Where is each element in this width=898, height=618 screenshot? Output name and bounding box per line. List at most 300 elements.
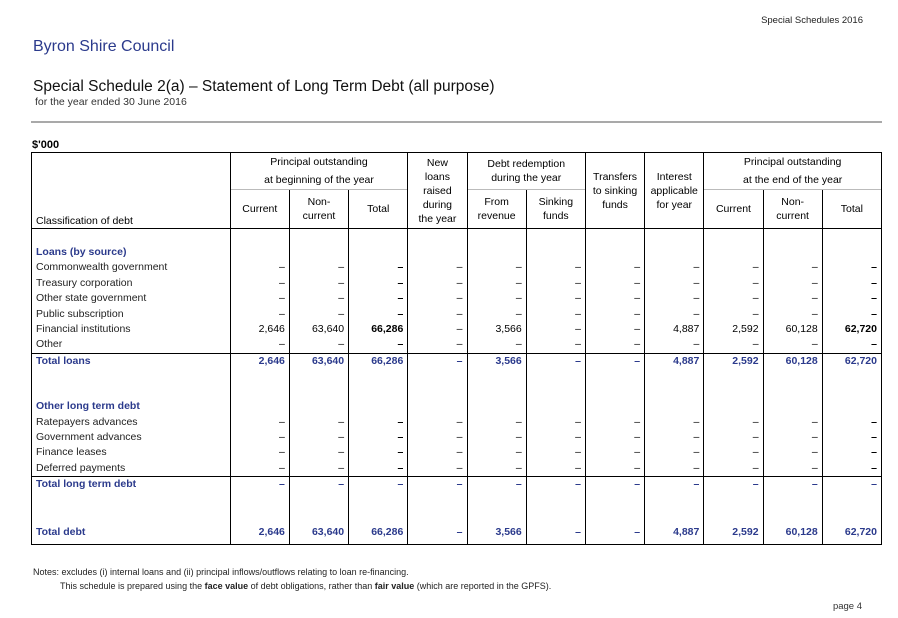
spacer-cell: [645, 493, 704, 508]
value-cell: –: [526, 322, 585, 337]
value-cell: –: [408, 307, 467, 322]
spacer-cell: [822, 369, 881, 384]
empty-cell: [349, 399, 408, 414]
value-cell: –: [585, 445, 644, 460]
value-cell: –: [645, 430, 704, 445]
spacer-cell: [585, 229, 644, 246]
title-divider: [31, 121, 882, 123]
col-new-loans-line2: loans: [424, 170, 450, 183]
spacer-cell: [408, 384, 467, 399]
value-cell: –: [645, 337, 704, 353]
spacer-cell: [32, 369, 231, 384]
value-cell: –: [289, 445, 348, 460]
value-cell: –: [526, 430, 585, 445]
value-cell: –: [467, 291, 526, 306]
row-label: Deferred payments: [32, 461, 231, 477]
value-cell: –: [585, 415, 644, 430]
spacer-cell: [467, 508, 526, 522]
value-cell: 3,566: [467, 322, 526, 337]
col-new-loans: [408, 153, 467, 229]
col-noncurrent-begin-line1: Non-: [307, 196, 331, 208]
value-cell: –: [645, 307, 704, 322]
spacer-cell: [763, 229, 822, 246]
empty-cell: [526, 245, 585, 260]
value-cell: –: [349, 291, 408, 306]
spacer-cell: [763, 369, 822, 384]
value-cell: –: [822, 477, 881, 493]
spacer-cell: [408, 229, 467, 246]
empty-cell: [704, 245, 763, 260]
value-cell: –: [645, 445, 704, 460]
spacer-cell: [526, 493, 585, 508]
value-cell: –: [349, 337, 408, 353]
value-cell: –: [349, 461, 408, 477]
value-cell: –: [645, 260, 704, 275]
value-cell: –: [408, 415, 467, 430]
value-cell: –: [289, 276, 348, 291]
value-cell: –: [230, 276, 289, 291]
value-cell: –: [230, 291, 289, 306]
value-cell: –: [822, 260, 881, 275]
col-current-begin: Current: [230, 190, 289, 229]
value-cell: –: [822, 291, 881, 306]
col-interest-line3: for year: [656, 198, 693, 211]
col-total-end: Total: [822, 190, 881, 229]
value-cell: 60,128: [763, 353, 822, 369]
col-sinking-funds-line1: Sinking: [538, 196, 574, 208]
value-cell: –: [763, 430, 822, 445]
spacer-cell: [763, 493, 822, 508]
spacer-cell: [289, 369, 348, 384]
spacer-cell: [408, 493, 467, 508]
spacer-cell: [763, 508, 822, 522]
col-transfers-line1: Transfers: [593, 170, 638, 183]
value-cell: –: [704, 276, 763, 291]
spacer-cell: [467, 369, 526, 384]
units-label: $'000: [32, 139, 60, 151]
value-cell: –: [526, 260, 585, 275]
value-cell: –: [230, 337, 289, 353]
value-cell: –: [289, 307, 348, 322]
row-label: Total debt: [32, 522, 231, 545]
value-cell: –: [763, 445, 822, 460]
table-row: [32, 307, 882, 322]
value-cell: 4,887: [645, 322, 704, 337]
spacer-cell: [704, 493, 763, 508]
spacer-cell: [585, 384, 644, 399]
row-label: Finance leases: [32, 445, 231, 460]
value-cell: –: [349, 307, 408, 322]
value-cell: –: [704, 291, 763, 306]
value-cell: –: [763, 477, 822, 493]
col-group-begin-line1: Principal outstanding: [270, 156, 368, 168]
empty-cell: [645, 399, 704, 414]
spacer-row: [32, 384, 882, 399]
col-new-loans-line1: New: [426, 156, 448, 169]
spacer-cell: [467, 493, 526, 508]
value-cell: 66,286: [349, 522, 408, 545]
value-cell: –: [585, 522, 644, 545]
value-cell: –: [408, 353, 467, 369]
col-interest: [645, 153, 704, 229]
spacer-cell: [467, 384, 526, 399]
row-label: Ratepayers advances: [32, 415, 231, 430]
col-group-redemption-line2: during the year: [491, 172, 562, 184]
col-noncurrent-begin: [289, 190, 348, 229]
spacer-cell: [704, 369, 763, 384]
value-cell: –: [408, 445, 467, 460]
empty-cell: [289, 399, 348, 414]
spacer-cell: [289, 493, 348, 508]
spacer-cell: [467, 229, 526, 246]
value-cell: –: [645, 461, 704, 477]
spacer-cell: [585, 508, 644, 522]
value-cell: –: [585, 322, 644, 337]
value-cell: –: [289, 461, 348, 477]
total-loans-row: [32, 353, 882, 369]
value-cell: –: [467, 337, 526, 353]
value-cell: –: [349, 477, 408, 493]
value-cell: –: [585, 291, 644, 306]
value-cell: –: [822, 276, 881, 291]
row-label: Total loans: [32, 353, 231, 369]
value-cell: –: [467, 445, 526, 460]
col-from-revenue-line2: revenue: [477, 210, 516, 222]
col-group-end-line1: Principal outstanding: [743, 156, 842, 168]
col-sinking-funds: [526, 190, 585, 229]
value-cell: –: [289, 291, 348, 306]
value-cell: –: [467, 461, 526, 477]
value-cell: –: [704, 415, 763, 430]
value-cell: 62,720: [822, 322, 881, 337]
spacer-cell: [289, 508, 348, 522]
total-debt-row: [32, 522, 882, 545]
value-cell: 2,646: [230, 522, 289, 545]
spacer-cell: [32, 229, 231, 246]
value-cell: 2,592: [704, 322, 763, 337]
spacer-cell: [32, 384, 231, 399]
value-cell: –: [289, 337, 348, 353]
spacer-cell: [349, 384, 408, 399]
col-noncurrent-end-line2: current: [776, 210, 809, 222]
value-cell: –: [230, 461, 289, 477]
value-cell: –: [822, 430, 881, 445]
value-cell: –: [408, 430, 467, 445]
value-cell: –: [822, 461, 881, 477]
value-cell: –: [822, 337, 881, 353]
value-cell: –: [408, 522, 467, 545]
empty-cell: [289, 245, 348, 260]
value-cell: 62,720: [822, 353, 881, 369]
table-row: [32, 461, 882, 477]
col-group-end: [704, 153, 882, 190]
col-transfers-line2: to sinking: [592, 184, 638, 197]
value-cell: –: [526, 276, 585, 291]
spacer-cell: [822, 384, 881, 399]
spacer-cell: [230, 493, 289, 508]
value-cell: –: [408, 477, 467, 493]
value-cell: –: [467, 415, 526, 430]
value-cell: –: [349, 415, 408, 430]
value-cell: 2,592: [704, 353, 763, 369]
value-cell: –: [289, 260, 348, 275]
value-cell: –: [526, 291, 585, 306]
value-cell: –: [230, 430, 289, 445]
value-cell: –: [526, 477, 585, 493]
spacer-cell: [408, 369, 467, 384]
value-cell: –: [526, 445, 585, 460]
value-cell: –: [526, 337, 585, 353]
value-cell: –: [349, 260, 408, 275]
col-new-loans-line5: the year: [418, 212, 457, 225]
page-number: page 4: [832, 601, 862, 612]
notes-text: (which are reported in the GPFS).: [414, 581, 552, 591]
value-cell: –: [585, 276, 644, 291]
col-noncurrent-end-line1: Non-: [781, 196, 805, 208]
spacer-cell: [349, 229, 408, 246]
spacer-cell: [230, 229, 289, 246]
value-cell: –: [763, 291, 822, 306]
value-cell: 4,887: [645, 353, 704, 369]
col-total-begin: Total: [349, 190, 408, 229]
value-cell: –: [704, 461, 763, 477]
col-transfers: [585, 153, 644, 229]
value-cell: 63,640: [289, 522, 348, 545]
spacer-cell: [822, 229, 881, 246]
table-row: [32, 430, 882, 445]
notes-text: This schedule is prepared using the: [60, 581, 205, 591]
value-cell: –: [704, 477, 763, 493]
empty-cell: [822, 399, 881, 414]
value-cell: –: [645, 291, 704, 306]
value-cell: –: [526, 522, 585, 545]
value-cell: –: [467, 307, 526, 322]
value-cell: –: [822, 445, 881, 460]
value-cell: –: [467, 477, 526, 493]
col-classification: Classification of debt: [32, 153, 231, 229]
col-interest-line2: applicable: [650, 184, 698, 197]
value-cell: –: [585, 260, 644, 275]
table-row: [32, 260, 882, 275]
empty-cell: [763, 245, 822, 260]
col-from-revenue: [467, 190, 526, 229]
empty-cell: [585, 399, 644, 414]
value-cell: 63,640: [289, 322, 348, 337]
col-sinking-funds-line2: funds: [542, 210, 569, 222]
value-cell: –: [585, 337, 644, 353]
value-cell: 66,286: [349, 353, 408, 369]
value-cell: –: [763, 461, 822, 477]
table-row: [32, 445, 882, 460]
col-from-revenue-line1: From: [484, 196, 509, 208]
spacer-cell: [349, 369, 408, 384]
spacer-cell: [645, 384, 704, 399]
value-cell: –: [230, 445, 289, 460]
value-cell: –: [289, 415, 348, 430]
col-current-end: Current: [704, 190, 763, 229]
table-row: [32, 337, 882, 353]
long-term-debt-table: [31, 152, 882, 545]
value-cell: –: [526, 353, 585, 369]
value-cell: –: [349, 445, 408, 460]
spacer-cell: [408, 508, 467, 522]
spacer-cell: [645, 508, 704, 522]
value-cell: –: [763, 337, 822, 353]
value-cell: –: [585, 430, 644, 445]
value-cell: –: [467, 430, 526, 445]
value-cell: –: [526, 307, 585, 322]
row-label: Financial institutions: [32, 322, 231, 337]
spacer-cell: [32, 508, 231, 522]
spacer-cell: [289, 229, 348, 246]
value-cell: –: [289, 477, 348, 493]
empty-cell: [585, 245, 644, 260]
value-cell: –: [704, 307, 763, 322]
spacer-cell: [526, 508, 585, 522]
col-new-loans-line4: during: [422, 198, 453, 211]
empty-cell: [467, 399, 526, 414]
value-cell: –: [763, 260, 822, 275]
value-cell: –: [349, 430, 408, 445]
value-cell: –: [230, 415, 289, 430]
schedule-subtitle: for the year ended 30 June 2016: [35, 96, 187, 108]
spacer-cell: [704, 508, 763, 522]
value-cell: –: [585, 353, 644, 369]
value-cell: –: [230, 260, 289, 275]
empty-cell: [704, 399, 763, 414]
value-cell: –: [704, 430, 763, 445]
value-cell: –: [704, 337, 763, 353]
notes-line-2: [33, 579, 551, 593]
value-cell: 2,646: [230, 322, 289, 337]
spacer-row: [32, 508, 882, 522]
value-cell: 63,640: [289, 353, 348, 369]
spacer-cell: [349, 493, 408, 508]
col-noncurrent-begin-line2: current: [302, 210, 336, 222]
value-cell: –: [763, 307, 822, 322]
row-label: Other state government: [32, 291, 231, 306]
col-group-redemption: [467, 153, 585, 190]
spacer-cell: [230, 384, 289, 399]
value-cell: 60,128: [763, 522, 822, 545]
value-cell: 2,646: [230, 353, 289, 369]
value-cell: –: [349, 276, 408, 291]
value-cell: –: [408, 461, 467, 477]
spacer-cell: [704, 229, 763, 246]
value-cell: –: [289, 430, 348, 445]
value-cell: –: [585, 477, 644, 493]
value-cell: –: [408, 291, 467, 306]
table-row: [32, 322, 882, 337]
value-cell: –: [408, 260, 467, 275]
value-cell: –: [645, 415, 704, 430]
col-transfers-line3: funds: [602, 198, 628, 211]
value-cell: 66,286: [349, 322, 408, 337]
spacer-cell: [585, 493, 644, 508]
value-cell: –: [704, 260, 763, 275]
section-heading: Other long term debt: [32, 399, 231, 414]
spacer-row: [32, 493, 882, 508]
col-group-begin-line2: at beginning of the year: [264, 174, 374, 186]
empty-cell: [526, 399, 585, 414]
value-cell: 3,566: [467, 353, 526, 369]
empty-cell: [408, 245, 467, 260]
value-cell: –: [704, 445, 763, 460]
spacer-cell: [526, 229, 585, 246]
value-cell: –: [408, 322, 467, 337]
value-cell: –: [822, 307, 881, 322]
notes-text: of debt obligations, rather than: [248, 581, 375, 591]
value-cell: –: [467, 260, 526, 275]
col-group-end-line2: at the end of the year: [743, 174, 843, 186]
empty-cell: [763, 399, 822, 414]
spacer-row: [32, 229, 882, 246]
council-name: Byron Shire Council: [33, 38, 175, 55]
value-cell: 2,592: [704, 522, 763, 545]
table-row: [32, 276, 882, 291]
row-label: Government advances: [32, 430, 231, 445]
value-cell: 60,128: [763, 322, 822, 337]
empty-cell: [230, 399, 289, 414]
table-row: [32, 415, 882, 430]
value-cell: –: [763, 415, 822, 430]
empty-cell: [645, 245, 704, 260]
total-long-term-debt-row: [32, 477, 882, 493]
col-interest-line1: Interest: [656, 170, 692, 183]
table-body: [32, 229, 882, 545]
value-cell: 3,566: [467, 522, 526, 545]
spacer-cell: [230, 369, 289, 384]
value-cell: –: [408, 337, 467, 353]
empty-cell: [408, 399, 467, 414]
col-noncurrent-end: [763, 190, 822, 229]
table-header: [32, 153, 882, 229]
col-group-begin: [230, 153, 408, 190]
spacer-cell: [289, 384, 348, 399]
value-cell: 4,887: [645, 522, 704, 545]
empty-cell: [230, 245, 289, 260]
col-new-loans-line3: raised: [423, 184, 452, 197]
notes-emphasis-face-value: face value: [204, 581, 249, 591]
spacer-row: [32, 369, 882, 384]
value-cell: –: [467, 276, 526, 291]
spacer-cell: [704, 384, 763, 399]
section-other-debt: [32, 399, 882, 414]
value-cell: –: [763, 276, 822, 291]
spacer-cell: [645, 369, 704, 384]
section-loans: [32, 245, 882, 260]
value-cell: –: [645, 477, 704, 493]
notes: [33, 565, 551, 593]
spacer-cell: [349, 508, 408, 522]
spacer-cell: [822, 508, 881, 522]
value-cell: –: [585, 307, 644, 322]
spacer-cell: [763, 384, 822, 399]
schedule-title: Special Schedule 2(a) – Statement of Long Term Debt (all purpose): [33, 78, 495, 95]
spacer-cell: [230, 508, 289, 522]
row-label: Total long term debt: [32, 477, 231, 493]
value-cell: –: [526, 415, 585, 430]
empty-cell: [467, 245, 526, 260]
empty-cell: [349, 245, 408, 260]
col-group-redemption-line1: Debt redemption: [487, 158, 566, 170]
value-cell: –: [585, 461, 644, 477]
row-label: Public subscription: [32, 307, 231, 322]
value-cell: –: [822, 415, 881, 430]
spacer-cell: [645, 229, 704, 246]
value-cell: –: [408, 276, 467, 291]
notes-emphasis-fair-value: fair value: [374, 581, 415, 591]
